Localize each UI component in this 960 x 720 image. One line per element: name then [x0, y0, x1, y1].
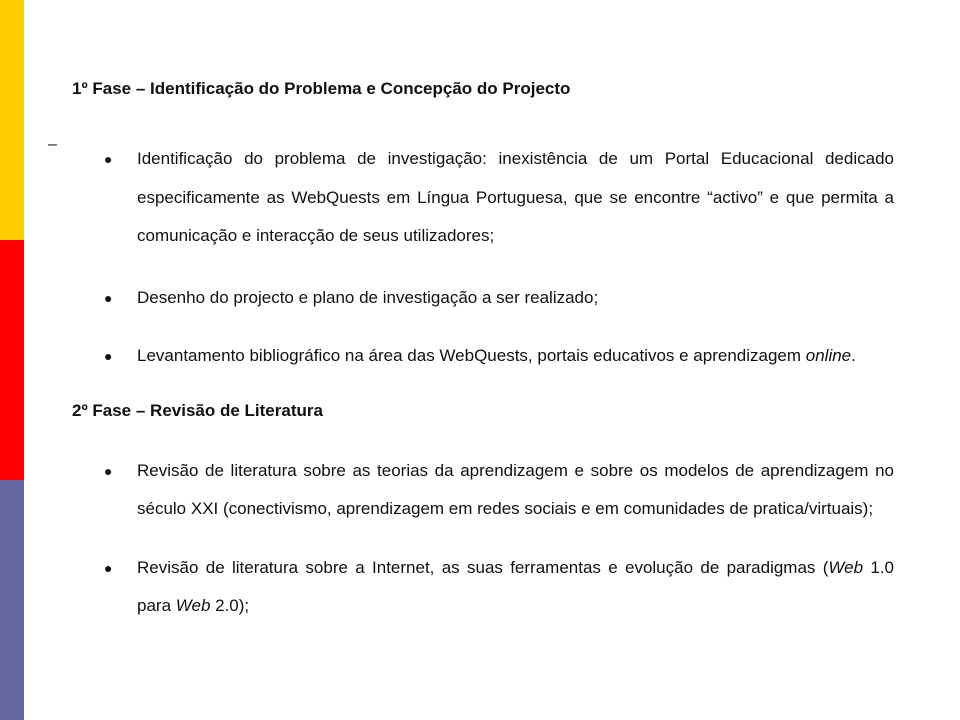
list-item [72, 337, 894, 376]
italic-term: Web [175, 596, 211, 615]
bullet-icon: ● [104, 559, 113, 576]
accent-bar-purple [0, 480, 24, 720]
list-item [72, 140, 894, 256]
list-item-text-part: 2.0); [210, 596, 250, 615]
phase1-heading: 1º Fase – Identificação do Problema e Concepção do Projecto [72, 79, 571, 98]
accent-bar-yellow [0, 0, 24, 240]
list-item-text [137, 337, 894, 376]
list-item-text: Revisão de literatura sobre as teorias da aprendizagem e sobre os modelos de aprendizagem no século XXI (conectivismo, aprendizagem em redes sociais e em comunidades de pratica/virtuais); [137, 460, 894, 518]
bullet-icon: ● [104, 462, 113, 479]
italic-term: online [805, 346, 852, 365]
list-item-text-part: Levantamento bibliográfico na área das WebQuests, portais educativos e aprendizagem [137, 346, 802, 365]
list-item-text: Identificação do problema de investigação: inexistência de um Portal Educacional dedicado especificamente as WebQuests em Língua Portuguesa, que se encontre “activo” e que permita a comunicação e interacção de seus utilizadores; [137, 149, 894, 245]
italic-term: Web [828, 557, 864, 577]
list-item [72, 549, 894, 626]
list-item [72, 452, 894, 529]
list-item-text-part: Revisão de literatura sobre a Internet, as suas ferramentas e evolução de paradigmas ( [137, 557, 829, 577]
phase1-list [72, 140, 894, 376]
bullet-icon: ● [104, 289, 113, 306]
list-item-text: Desenho do projecto e plano de investigação a ser realizado; [137, 287, 599, 307]
dash-mark: – [48, 136, 57, 153]
punctuation: . [851, 346, 856, 365]
bullet-icon: ● [104, 348, 113, 364]
phase2-heading: 2º Fase – Revisão de Literatura [72, 400, 323, 420]
list-item-text [137, 549, 894, 626]
list-item [72, 279, 894, 318]
accent-bar-red [0, 240, 24, 480]
document-body [72, 76, 894, 626]
phase2-list [72, 452, 894, 626]
list-item-text-part: 1.0 para [137, 557, 895, 615]
bullet-icon: ● [104, 151, 113, 167]
